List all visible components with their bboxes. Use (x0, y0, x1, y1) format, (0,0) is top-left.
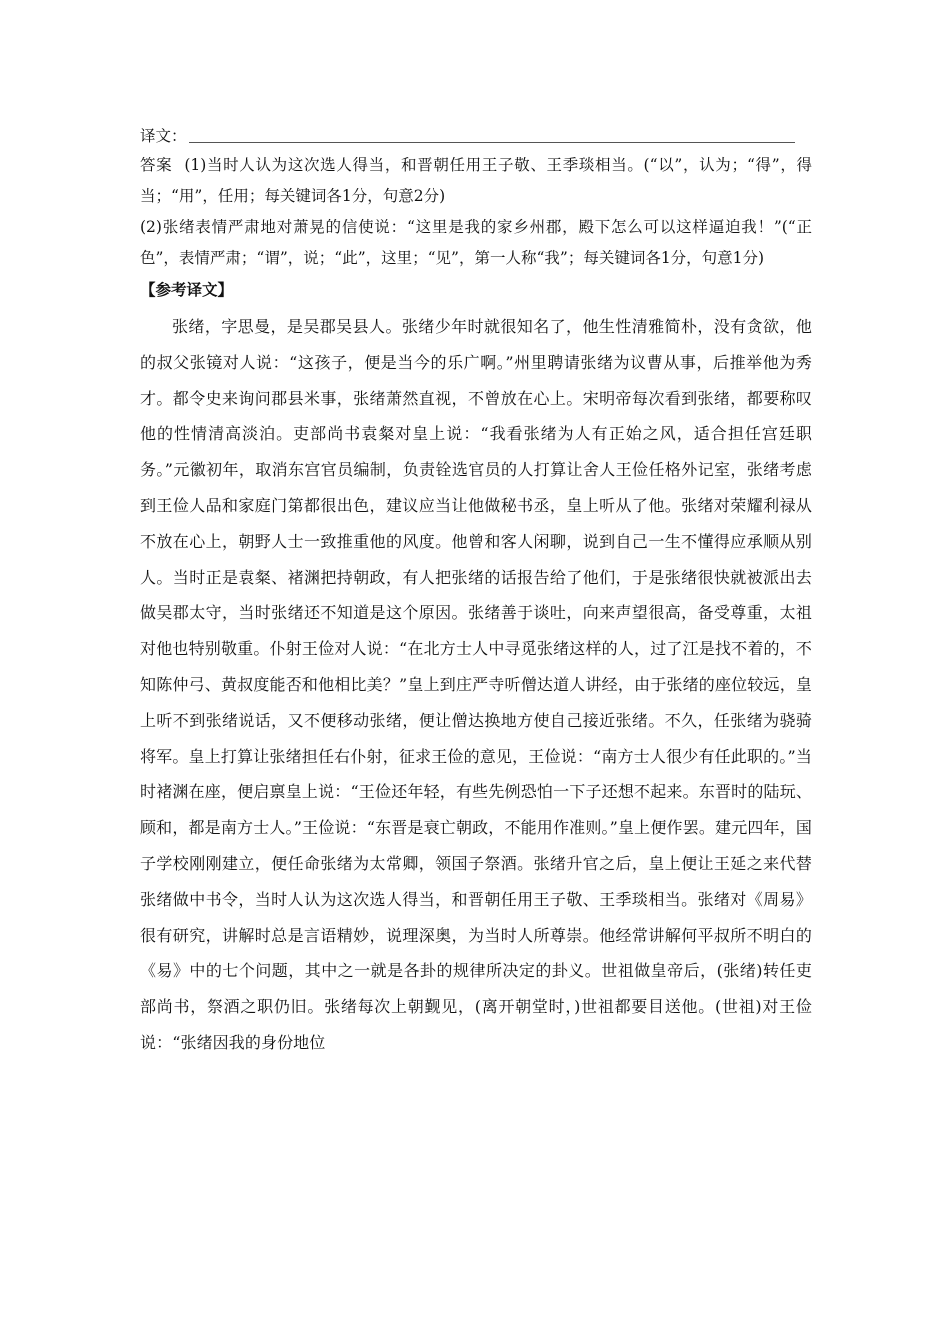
answer-item-2 (140, 212, 812, 274)
reference-title: 【参考译文】 (140, 280, 234, 299)
document-content (140, 122, 812, 1061)
reference-body: 张绪，字思曼，是吴郡吴县人。张绪少年时就很知名了，他生性清雅简朴，没有贪欲，他的叔父张镜对人说：“这孩子，便是当今的乐广啊。”州里聘请张绪为议曹从事，后推举他为秀才。都令史来询问郡县米事，张绪萧然直视，不曾放在心上。宋明帝每次看到张绪，都要称叹他的性情清高淡泊。吏部尚书袁粲对皇上说：“我看张绪为人有正始之风，适合担任宫廷职务。”元徽初年，取消东宫官员编制，负责铨选官员的人打算让舍人王俭任格外记室，张绪考虑到王俭人品和家庭门第都很出色，建议应当让他做秘书丞，皇上听从了他。张绪对荣耀利禄从不放在心上，朝野人士一致推重他的风度。他曾和客人闲聊，说到自己一生不懂得应承顺从别人。当时正是袁粲、褚渊把持朝政，有人把张绪的话报告给了他们，于是张绪很快就被派出去做吴郡太守，当时张绪还不知道是这个原因。张绪善于谈吐，向来声望很高，备受尊重，太祖对他也特别敬重。仆射王俭对人说：“在北方士人中寻觅张绪这样的人，过了江是找不着的，不知陈仲弓、黄叔度能否和他相比美？”皇上到庄严寺听僧达道人讲经，由于张绪的座位较远，皇上听不到张绪说话，又不便移动张绪，便让僧达换地方使自己接近张绪。不久，任张绪为骁骑将军。皇上打算让张绪担任右仆射，征求王俭的意见，王俭说：“南方士人很少有任此职的。”当时褚渊在座，便启禀皇上说：“王俭还年轻，有些先例恐怕一下子还想不起来。东晋时的陆玩、顾和，都是南方士人。”王俭说：“东晋是衰亡朝政，不能用作准则。”皇上便作罢。建元四年，国子学校刚刚建立，便任命张绪为太常卿，领国子祭酒。张绪升官之后，皇上便让王延之来代替张绪做中书令，当时人认为这次选人得当，和晋朝任用王子敬、王季琰相当。张绪对《周易》很有研究，讲解时总是言语精妙，说理深奥，为当时人所尊崇。他经常讲解何平叔所不明白的《易》中的七个问题，其中之一就是各卦的规律所决定的卦义。世祖做皇帝后，(张绪)转任吏部尚书，祭酒之职仍旧。张绪每次上朝觐见，(离开朝堂时，)世祖都要目送他。(世祖)对王俭说：“张绪因我的身份地位 (140, 317, 812, 1052)
answer-item-1 (140, 150, 812, 212)
answer-label: 答案 (140, 156, 173, 174)
answer-item-1-text: (1)当时人认为这次选人得当，和晋朝任用王子敬、王季琰相当。(“以”，认为；“得”，得当；“用”，任用；每关键词各1分，句意2分) (140, 156, 812, 205)
translation-blank-line (189, 142, 795, 143)
answer-item-2-text: (2)张绪表情严肃地对萧晃的信使说：“这里是我的家乡州郡，殿下怎么可以这样逼迫我！”(“正色”，表情严肃；“谓”，说；“此”，这里；“见”，第一人称“我”；每关键词各1分，句意1分) (140, 218, 812, 267)
translation-label: 译文： (140, 127, 187, 145)
translation-row (140, 122, 812, 150)
